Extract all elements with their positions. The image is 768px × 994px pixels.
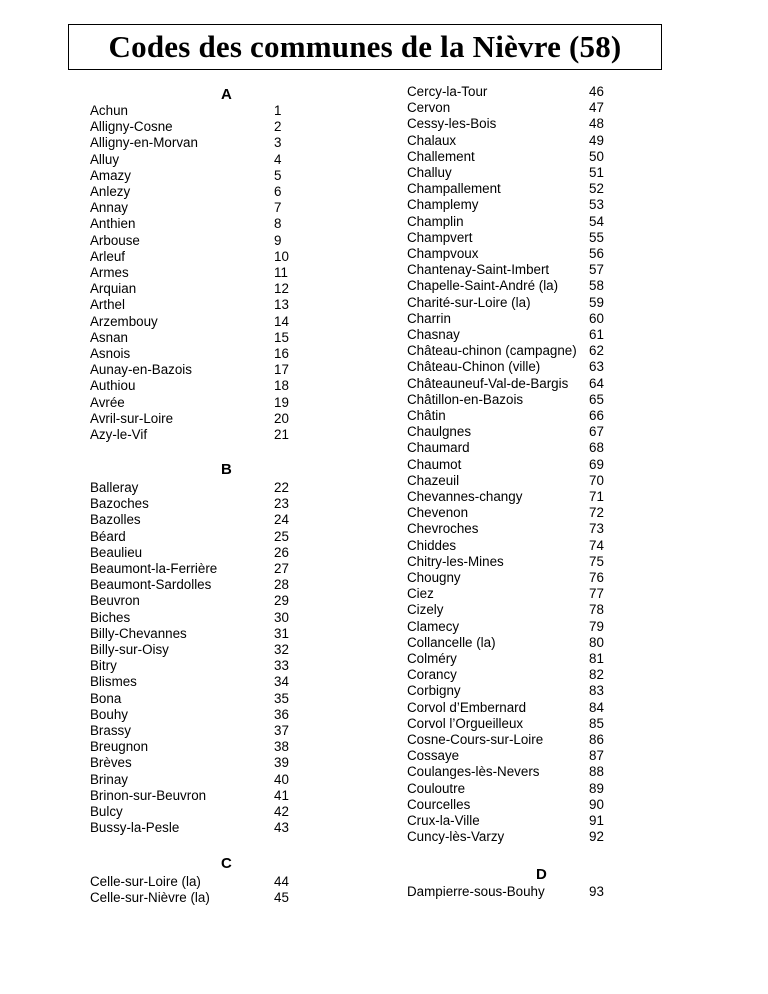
commune-name: Chaumot <box>407 456 462 472</box>
commune-name: Challuy <box>407 165 452 180</box>
commune-code: 68 <box>589 440 604 456</box>
commune-code: 44 <box>274 874 289 889</box>
commune-name: Asnan <box>90 329 128 345</box>
commune-code: 35 <box>274 690 289 706</box>
commune-code: 29 <box>274 593 289 609</box>
commune-code: 72 <box>589 505 604 521</box>
commune-code: 2 <box>274 119 282 135</box>
commune-code: 89 <box>589 780 604 796</box>
commune-name: Brinay <box>90 771 128 787</box>
commune-name: Cuncy-lès-Varzy <box>407 829 505 845</box>
commune-name: Arthel <box>90 297 125 313</box>
commune-code: 17 <box>274 362 289 378</box>
commune-code: 24 <box>274 512 289 528</box>
commune-name: Châteauneuf-Val-de-Bargis <box>407 375 569 391</box>
commune-name: Celle-sur-Nièvre (la) <box>90 890 210 906</box>
commune-name: Breugnon <box>90 739 149 755</box>
commune-name: Brèves <box>90 755 132 771</box>
commune-code: 1 <box>274 103 282 118</box>
commune-name: Béard <box>90 528 126 544</box>
commune-name: Bulcy <box>90 804 123 819</box>
commune-name: Beuvron <box>90 593 140 609</box>
commune-code: 67 <box>589 424 604 440</box>
commune-name: Champvoux <box>407 246 479 261</box>
commune-name: Avrée <box>90 394 125 410</box>
commune-name: Cervon <box>407 100 451 116</box>
commune-code: 39 <box>274 755 289 771</box>
section-letter-b: B <box>221 461 232 478</box>
commune-code: 22 <box>274 480 289 495</box>
commune-code: 64 <box>589 375 604 391</box>
commune-name: Bitry <box>90 658 117 674</box>
commune-code: 40 <box>274 771 289 787</box>
commune-code: 54 <box>589 213 604 229</box>
commune-name: Colméry <box>407 651 457 666</box>
commune-code: 13 <box>274 297 289 313</box>
title-box <box>68 24 662 70</box>
commune-name: Billy-Chevannes <box>90 625 187 641</box>
commune-name: Asnois <box>90 346 131 361</box>
commune-name: Arquian <box>90 281 137 297</box>
commune-code: 31 <box>274 625 289 641</box>
commune-code: 84 <box>589 699 604 715</box>
commune-code: 56 <box>589 246 604 261</box>
commune-name: Beaumont-Sardolles <box>90 577 212 593</box>
commune-name: Biches <box>90 609 131 625</box>
commune-code: 93 <box>589 884 604 899</box>
commune-name: Arzembouy <box>90 313 158 329</box>
commune-name: Cossaye <box>407 748 460 764</box>
page-title: Codes des communes de la Nièvre (58) <box>108 29 622 64</box>
commune-code: 32 <box>274 642 289 657</box>
commune-name: Chantenay-Saint-Imbert <box>407 262 550 278</box>
commune-code: 27 <box>274 561 289 576</box>
commune-name: Bussy-la-Pesle <box>90 820 180 836</box>
commune-name: Chevannes-changy <box>407 489 523 504</box>
commune-code: 77 <box>589 586 604 602</box>
commune-name: Brinon-sur-Beuvron <box>90 787 207 803</box>
commune-name: Bouhy <box>90 706 128 722</box>
commune-code: 10 <box>274 248 289 264</box>
commune-code: 62 <box>589 343 604 359</box>
commune-code: 75 <box>589 553 604 569</box>
commune-name: Dampierre-sous-Bouhy <box>407 884 545 899</box>
commune-code: 20 <box>274 410 289 426</box>
commune-code: 45 <box>274 890 289 906</box>
commune-name: Collancelle (la) <box>407 634 496 650</box>
commune-code: 48 <box>589 116 604 132</box>
commune-code: 18 <box>274 378 289 394</box>
commune-code: 47 <box>589 100 604 116</box>
commune-name: Champallement <box>407 181 501 197</box>
commune-name: Cercy-la-Tour <box>407 84 488 99</box>
commune-code: 15 <box>274 329 289 345</box>
commune-code: 91 <box>589 813 604 828</box>
commune-name: Beaumont-la-Ferrière <box>90 561 218 576</box>
commune-name: Châtin <box>407 408 446 423</box>
commune-name: Cizely <box>407 602 444 618</box>
commune-name: Chaulgnes <box>407 424 472 440</box>
commune-code: 26 <box>274 544 289 560</box>
commune-code: 63 <box>589 359 604 375</box>
commune-name: Cessy-les-Bois <box>407 116 497 132</box>
commune-name: Alligny-en-Morvan <box>90 135 198 151</box>
commune-code: 58 <box>589 278 604 294</box>
commune-name: Brassy <box>90 723 131 738</box>
commune-name: Champvert <box>407 229 473 245</box>
commune-name: Chasnay <box>407 327 460 342</box>
commune-code: 87 <box>589 748 604 764</box>
commune-name: Ciez <box>407 586 434 602</box>
commune-code: 76 <box>589 570 604 585</box>
commune-name: Corvol d’Embernard <box>407 699 527 715</box>
commune-code: 9 <box>274 232 282 248</box>
commune-code: 37 <box>274 723 289 738</box>
commune-code: 82 <box>589 667 604 683</box>
commune-name: Châtillon-en-Bazois <box>407 391 524 407</box>
commune-code: 46 <box>589 84 604 99</box>
commune-code: 83 <box>589 683 604 699</box>
commune-name: Azy-le-Vif <box>90 427 148 442</box>
commune-code: 74 <box>589 537 604 553</box>
commune-code: 43 <box>274 820 289 836</box>
commune-name: Corbigny <box>407 683 461 699</box>
commune-name: Couloutre <box>407 780 466 796</box>
commune-code: 71 <box>589 489 604 504</box>
commune-code: 90 <box>589 796 604 812</box>
commune-code: 88 <box>589 764 604 780</box>
commune-code: 49 <box>589 132 604 148</box>
commune-code: 81 <box>589 651 604 666</box>
commune-name: Authiou <box>90 378 136 394</box>
commune-code: 78 <box>589 602 604 618</box>
commune-name: Chevroches <box>407 521 479 537</box>
commune-code: 41 <box>274 787 289 803</box>
section-letter-d: D <box>536 866 547 883</box>
commune-code: 3 <box>274 135 282 151</box>
commune-code: 30 <box>274 609 289 625</box>
commune-name: Charrin <box>407 310 451 326</box>
commune-code: 79 <box>589 618 604 634</box>
commune-name: Anthien <box>90 216 136 232</box>
commune-name: Chitry-les-Mines <box>407 553 504 569</box>
commune-name: Alligny-Cosne <box>90 119 173 135</box>
commune-name: Clamecy <box>407 618 460 634</box>
commune-name: Crux-la-Ville <box>407 813 480 828</box>
commune-code: 73 <box>589 521 604 537</box>
section-letter-c: C <box>221 855 232 872</box>
commune-name: Château-chinon (campagne) <box>407 343 577 359</box>
commune-code: 85 <box>589 715 604 731</box>
commune-code: 69 <box>589 456 604 472</box>
commune-code: 60 <box>589 310 604 326</box>
commune-name: Bazoches <box>90 496 149 512</box>
commune-name: Anlezy <box>90 184 131 199</box>
commune-name: Beaulieu <box>90 544 143 560</box>
commune-name: Cosne-Cours-sur-Loire <box>407 732 544 747</box>
commune-code: 70 <box>589 472 604 488</box>
commune-code: 51 <box>589 165 604 180</box>
commune-code: 8 <box>274 216 282 232</box>
section-letter-a: A <box>221 86 232 103</box>
commune-code: 25 <box>274 528 289 544</box>
commune-name: Arbouse <box>90 232 140 248</box>
commune-name: Avril-sur-Loire <box>90 410 174 426</box>
commune-code: 55 <box>589 229 604 245</box>
commune-code: 34 <box>274 674 289 690</box>
commune-code: 11 <box>274 265 288 280</box>
commune-code: 28 <box>274 577 289 593</box>
commune-name: Champlemy <box>407 197 479 213</box>
commune-name: Champlin <box>407 213 464 229</box>
commune-code: 57 <box>589 262 604 278</box>
commune-name: Celle-sur-Loire (la) <box>90 874 201 889</box>
commune-name: Corvol l’Orgueilleux <box>407 715 524 731</box>
commune-name: Balleray <box>90 480 139 495</box>
commune-code: 38 <box>274 739 289 755</box>
commune-name: Chaumard <box>407 440 470 456</box>
commune-code: 36 <box>274 706 289 722</box>
commune-name: Chiddes <box>407 537 457 553</box>
commune-name: Château-Chinon (ville) <box>407 359 541 375</box>
commune-code: 59 <box>589 294 604 310</box>
commune-code: 53 <box>589 197 604 213</box>
commune-name: Chougny <box>407 570 461 585</box>
commune-code: 80 <box>589 634 604 650</box>
commune-name: Blismes <box>90 674 137 690</box>
commune-name: Amazy <box>90 167 131 183</box>
commune-code: 42 <box>274 804 289 819</box>
commune-name: Alluy <box>90 151 120 167</box>
commune-name: Bazolles <box>90 512 141 528</box>
commune-code: 6 <box>274 184 282 199</box>
commune-name: Chazeuil <box>407 472 460 488</box>
commune-name: Aunay-en-Bazois <box>90 362 192 378</box>
commune-code: 61 <box>589 327 604 342</box>
commune-code: 66 <box>589 408 604 423</box>
commune-code: 7 <box>274 200 282 216</box>
commune-name: Corancy <box>407 667 457 683</box>
commune-code: 21 <box>274 427 289 442</box>
commune-code: 19 <box>274 394 289 410</box>
commune-name: Billy-sur-Oisy <box>90 642 169 657</box>
commune-code: 33 <box>274 658 289 674</box>
commune-code: 65 <box>589 391 604 407</box>
commune-code: 86 <box>589 732 604 747</box>
commune-code: 12 <box>274 281 289 297</box>
commune-code: 23 <box>274 496 289 512</box>
commune-code: 92 <box>589 829 604 845</box>
commune-name: Coulanges-lès-Nevers <box>407 764 540 780</box>
commune-name: Armes <box>90 265 129 280</box>
commune-name: Achun <box>90 103 128 118</box>
commune-code: 16 <box>274 346 289 361</box>
commune-name: Bona <box>90 690 122 706</box>
commune-name: Courcelles <box>407 796 471 812</box>
commune-code: 5 <box>274 167 282 183</box>
commune-name: Challement <box>407 148 475 164</box>
commune-code: 14 <box>274 313 289 329</box>
commune-name: Chalaux <box>407 132 457 148</box>
commune-name: Charité-sur-Loire (la) <box>407 294 531 310</box>
commune-name: Arleuf <box>90 248 125 264</box>
commune-name: Chevenon <box>407 505 469 521</box>
commune-name: Chapelle-Saint-André (la) <box>407 278 559 294</box>
commune-code: 50 <box>589 148 604 164</box>
commune-code: 4 <box>274 151 282 167</box>
commune-code: 52 <box>589 181 604 197</box>
commune-name: Annay <box>90 200 128 216</box>
